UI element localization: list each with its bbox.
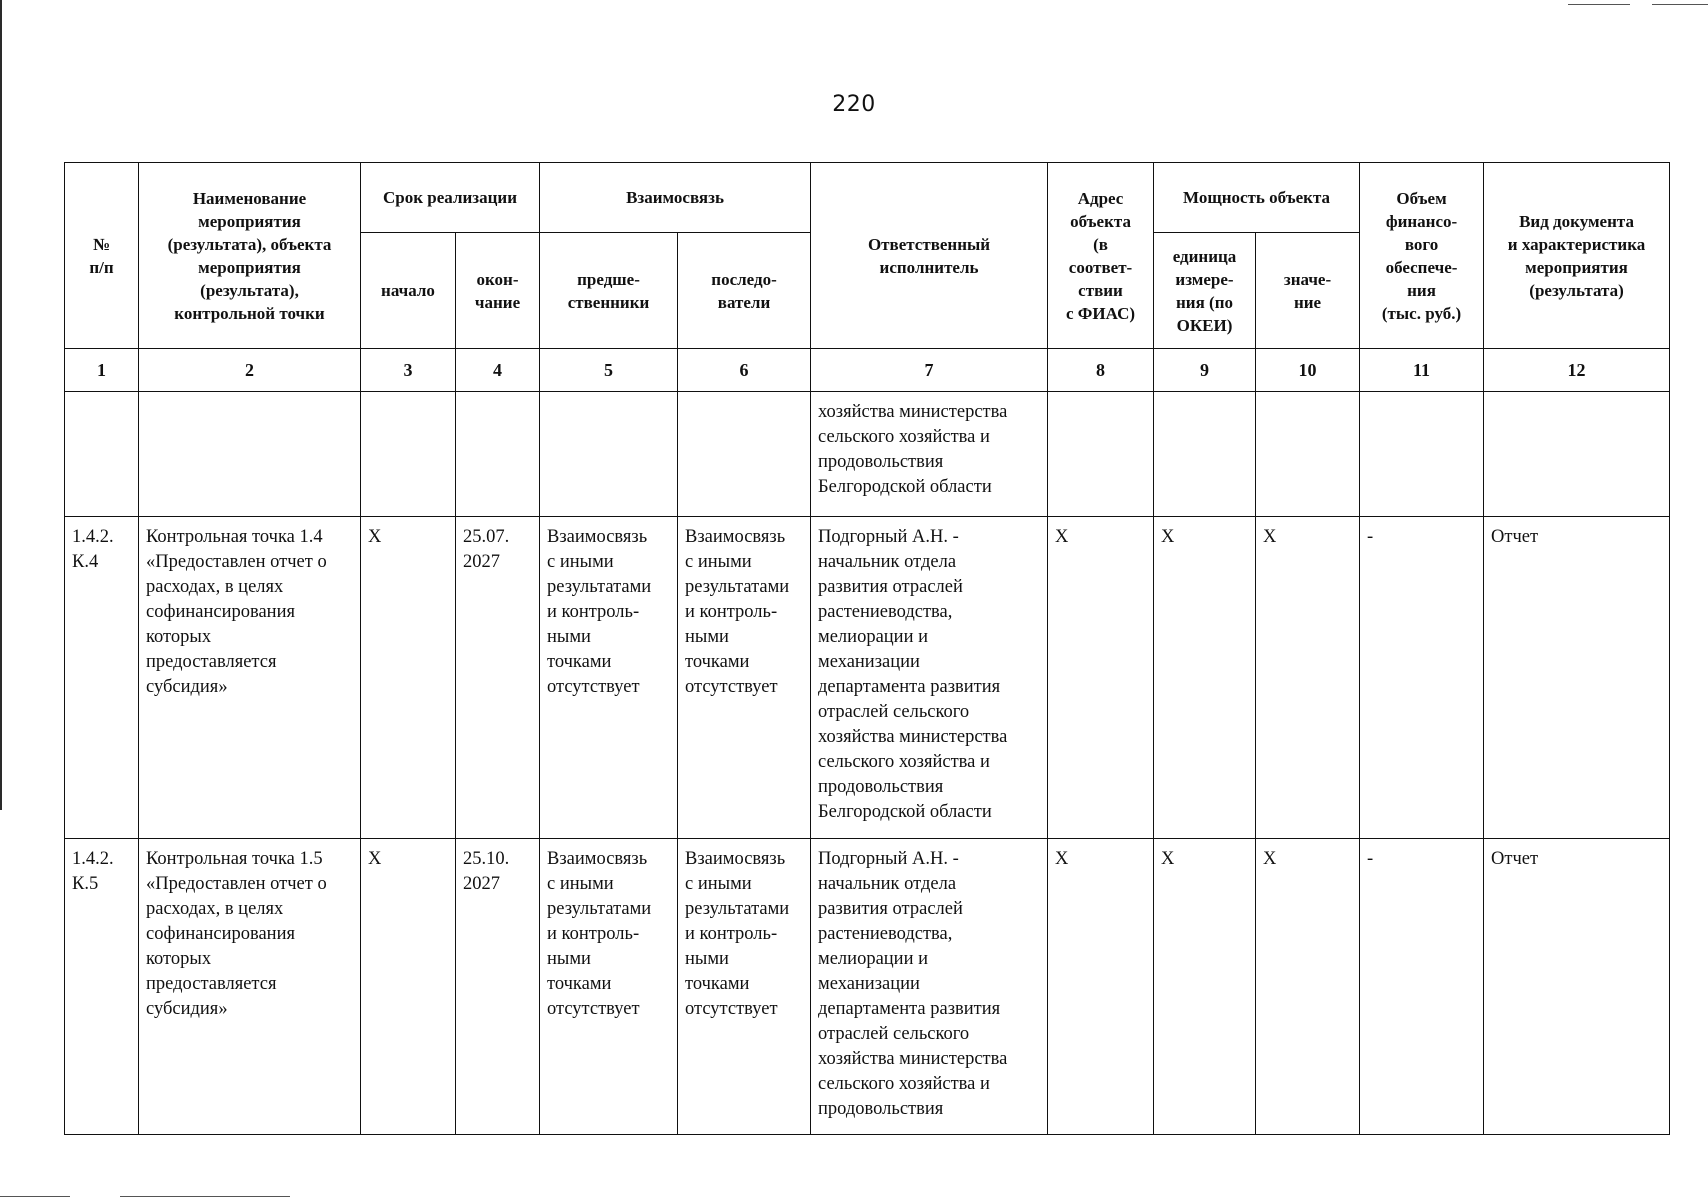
- column-number: 3: [361, 349, 456, 392]
- cell-text-line: сельского хозяйства и: [818, 1074, 990, 1094]
- cell-text-line: Наименование: [192, 188, 307, 208]
- cell-responsible: [811, 517, 1048, 839]
- table-row: [65, 517, 1670, 839]
- header-document: [1484, 163, 1670, 349]
- cell-text-line: Объем: [1396, 188, 1447, 208]
- header-capacity: Мощность объекта: [1154, 163, 1360, 233]
- cell-text-line: ными: [685, 949, 729, 969]
- cell-text-line: Контрольная точка 1.4: [146, 527, 323, 547]
- cell-responsible: [811, 392, 1048, 517]
- cell-start: [361, 517, 456, 839]
- cell-text-line: ватели: [717, 292, 771, 312]
- header-predecessors: [540, 233, 678, 349]
- column-number-row: [65, 349, 1670, 392]
- cell-text-line: отсутствует: [685, 999, 778, 1019]
- cell-value: [1256, 839, 1360, 1135]
- header-row-top: [65, 163, 1670, 233]
- cell-text-line: соответ-: [1068, 257, 1133, 277]
- cell-text-line: Белгородской области: [818, 477, 992, 497]
- cell-responsible: [811, 839, 1048, 1135]
- cell-text-line: «Предоставлен отчет о: [146, 874, 327, 894]
- cell-text-line: мероприятия: [198, 211, 301, 231]
- scan-mark-top-right: [1568, 4, 1630, 5]
- cell-text-line: расходах, в целях: [146, 577, 284, 597]
- cell-text-line: механизации: [818, 974, 920, 994]
- cell-text-line: 2027: [463, 874, 500, 894]
- table-row: [65, 839, 1670, 1135]
- cell-text-line: X: [368, 849, 382, 869]
- cell-text-line: хозяйства министерства: [818, 1049, 1008, 1069]
- cell-text-line: финансо-: [1385, 211, 1458, 231]
- cell-value: [1256, 392, 1360, 517]
- cell-num: [65, 839, 139, 1135]
- header-address: [1048, 163, 1154, 349]
- column-number: 11: [1360, 349, 1484, 392]
- cell-name: [139, 517, 361, 839]
- cell-text-line: X: [1161, 527, 1175, 547]
- cell-successors: [678, 517, 811, 839]
- header-responsible: [811, 163, 1048, 349]
- cell-text-line: Отчет: [1491, 849, 1539, 869]
- cell-text-line: X: [368, 527, 382, 547]
- cell-text-line: отсутствует: [547, 677, 640, 697]
- column-number: 5: [540, 349, 678, 392]
- cell-text-line: отсутствует: [685, 677, 778, 697]
- table-row: [65, 392, 1670, 517]
- cell-text-line: продовольствия: [818, 777, 944, 797]
- cell-text-line: и характеристика: [1507, 234, 1646, 254]
- cell-text-line: софинансирования: [146, 602, 295, 622]
- implementation-plan-table: [64, 162, 1670, 1135]
- cell-text-line: (результата): [1529, 280, 1624, 300]
- header-name: [139, 163, 361, 349]
- cell-text-line: и контроль-: [547, 602, 640, 622]
- cell-text-line: 1.4.2.: [72, 849, 114, 869]
- cell-text-line: результатами: [685, 899, 790, 919]
- cell-text-line: №: [92, 234, 111, 254]
- cell-text-line: 25.10.: [463, 849, 510, 869]
- cell-predecessors: [540, 517, 678, 839]
- cell-text-line: объекта: [1070, 211, 1131, 231]
- header-end: [456, 233, 540, 349]
- column-number: 4: [456, 349, 540, 392]
- cell-text-line: хозяйства министерства: [818, 727, 1008, 747]
- cell-text-line: ния: [1407, 280, 1436, 300]
- cell-document: [1484, 392, 1670, 517]
- cell-text-line: (тыс. руб.): [1381, 303, 1462, 323]
- cell-text-line: (в: [1093, 234, 1108, 254]
- cell-text-line: хозяйства министерства: [818, 402, 1008, 422]
- cell-text-line: ние: [1293, 292, 1322, 312]
- cell-finance: [1360, 517, 1484, 839]
- cell-text-line: точками: [547, 652, 612, 672]
- cell-text-line: окон-: [476, 269, 519, 289]
- cell-start: [361, 392, 456, 517]
- cell-name: [139, 392, 361, 517]
- cell-address: [1048, 392, 1154, 517]
- cell-text-line: контрольной точки: [174, 303, 325, 323]
- cell-text-line: единица: [1172, 246, 1237, 266]
- cell-text-line: которых: [146, 949, 212, 969]
- cell-text-line: предоставляется: [146, 652, 277, 672]
- cell-text-line: ными: [547, 949, 591, 969]
- cell-text-line: X: [1055, 849, 1069, 869]
- cell-name: [139, 839, 361, 1135]
- scan-edge-left: [0, 0, 2, 810]
- cell-end: [456, 392, 540, 517]
- cell-predecessors: [540, 392, 678, 517]
- cell-text-line: начальник отдела: [818, 552, 957, 572]
- cell-text-line: с иными: [547, 552, 614, 572]
- cell-text-line: результатами: [685, 577, 790, 597]
- cell-end: [456, 839, 540, 1135]
- header-finance: [1360, 163, 1484, 349]
- cell-text-line: сельского хозяйства и: [818, 427, 990, 447]
- cell-value: [1256, 517, 1360, 839]
- cell-text-line: Отчет: [1491, 527, 1539, 547]
- cell-text-line: последо-: [711, 269, 777, 289]
- cell-text-line: продовольствия: [818, 1099, 944, 1119]
- cell-text-line: и контроль-: [685, 602, 778, 622]
- cell-text-line: развития отраслей: [818, 899, 963, 919]
- column-number: 8: [1048, 349, 1154, 392]
- cell-text-line: ными: [547, 627, 591, 647]
- cell-text-line: механизации: [818, 652, 920, 672]
- cell-text-line: (результата),: [200, 280, 299, 300]
- cell-text-line: субсидия»: [146, 999, 228, 1019]
- column-number: 12: [1484, 349, 1670, 392]
- cell-document: [1484, 517, 1670, 839]
- cell-unit: [1154, 392, 1256, 517]
- header-start: начало: [361, 233, 456, 349]
- cell-text-line: X: [1263, 527, 1277, 547]
- cell-text-line: «Предоставлен отчет о: [146, 552, 327, 572]
- column-number: 7: [811, 349, 1048, 392]
- cell-num: [65, 517, 139, 839]
- table-header: [65, 163, 1670, 392]
- cell-text-line: Ответственный: [867, 234, 991, 254]
- cell-text-line: вого: [1404, 234, 1439, 254]
- cell-text-line: ОКЕИ): [1176, 315, 1233, 335]
- cell-text-line: ными: [685, 627, 729, 647]
- column-number: 1: [65, 349, 139, 392]
- cell-text-line: начальник отдела: [818, 874, 957, 894]
- cell-address: [1048, 839, 1154, 1135]
- cell-text-line: мероприятия: [1525, 257, 1628, 277]
- cell-text-line: Взаимосвязь: [547, 527, 648, 547]
- cell-finance: [1360, 839, 1484, 1135]
- cell-unit: [1154, 839, 1256, 1135]
- cell-address: [1048, 517, 1154, 839]
- cell-text-line: X: [1161, 849, 1175, 869]
- header-num: [65, 163, 139, 349]
- cell-text-line: с иными: [685, 874, 752, 894]
- column-number: 9: [1154, 349, 1256, 392]
- cell-text-line: Подгорный А.Н. -: [818, 849, 959, 869]
- cell-text-line: предше-: [577, 269, 640, 289]
- cell-predecessors: [540, 839, 678, 1135]
- cell-text-line: Взаимосвязь: [547, 849, 648, 869]
- cell-successors: [678, 392, 811, 517]
- cell-unit: [1154, 517, 1256, 839]
- header-period: Срок реализации: [361, 163, 540, 233]
- cell-text-line: растениеводства,: [818, 602, 953, 622]
- header-successors: [678, 233, 811, 349]
- cell-text-line: и контроль-: [685, 924, 778, 944]
- cell-text-line: с иными: [547, 874, 614, 894]
- cell-text-line: с ФИАС): [1066, 303, 1136, 323]
- cell-text-line: продовольствия: [818, 452, 944, 472]
- cell-text-line: департамента развития: [818, 677, 1001, 697]
- page-number: 220: [832, 92, 876, 117]
- cell-text-line: отраслей сельского: [818, 702, 970, 722]
- cell-text-line: предоставляется: [146, 974, 277, 994]
- cell-text-line: -: [1367, 849, 1374, 869]
- cell-text-line: и контроль-: [547, 924, 640, 944]
- cell-text-line: которых: [146, 627, 212, 647]
- cell-text-line: Контрольная точка 1.5: [146, 849, 323, 869]
- cell-text-line: исполнитель: [879, 257, 979, 277]
- cell-text-line: ния (по: [1176, 292, 1234, 312]
- cell-text-line: расходах, в целях: [146, 899, 284, 919]
- cell-text-line: мероприятия: [198, 257, 301, 277]
- cell-text-line: чание: [474, 292, 521, 312]
- cell-num: [65, 392, 139, 517]
- cell-text-line: отраслей сельского: [818, 1024, 970, 1044]
- cell-end: [456, 517, 540, 839]
- cell-text-line: точками: [685, 974, 750, 994]
- cell-text-line: п/п: [89, 257, 114, 277]
- cell-text-line: значе-: [1283, 269, 1332, 289]
- cell-text-line: точками: [685, 652, 750, 672]
- column-number: 10: [1256, 349, 1360, 392]
- cell-text-line: софинансирования: [146, 924, 295, 944]
- cell-text-line: ственники: [567, 292, 650, 312]
- cell-text-line: обеспече-: [1385, 257, 1458, 277]
- cell-text-line: мелиорации и: [818, 949, 929, 969]
- scan-mark-top-right-2: [1652, 4, 1708, 5]
- cell-text-line: 2027: [463, 552, 500, 572]
- cell-document: [1484, 839, 1670, 1135]
- cell-text-line: мелиорации и: [818, 627, 929, 647]
- scan-mark-bottom-left-2: [120, 1196, 290, 1197]
- cell-text-line: результатами: [547, 577, 652, 597]
- column-number: 2: [139, 349, 361, 392]
- cell-text-line: сельского хозяйства и: [818, 752, 990, 772]
- scan-mark-bottom-left: [0, 1196, 70, 1197]
- cell-start: [361, 839, 456, 1135]
- cell-text-line: отсутствует: [547, 999, 640, 1019]
- cell-text-line: ствии: [1078, 280, 1123, 300]
- cell-text-line: точками: [547, 974, 612, 994]
- cell-finance: [1360, 392, 1484, 517]
- cell-text-line: (результата), объекта: [167, 234, 332, 254]
- cell-text-line: субсидия»: [146, 677, 228, 697]
- header-unit: [1154, 233, 1256, 349]
- cell-text-line: с иными: [685, 552, 752, 572]
- cell-text-line: растениеводства,: [818, 924, 953, 944]
- cell-text-line: Белгородской области: [818, 802, 992, 822]
- cell-text-line: измере-: [1175, 269, 1234, 289]
- cell-text-line: департамента развития: [818, 999, 1001, 1019]
- cell-text-line: -: [1367, 527, 1374, 547]
- column-number: 6: [678, 349, 811, 392]
- table-body: [65, 392, 1670, 1135]
- cell-text-line: X: [1055, 527, 1069, 547]
- cell-text-line: Взаимосвязь: [685, 527, 786, 547]
- cell-text-line: результатами: [547, 899, 652, 919]
- header-value: [1256, 233, 1360, 349]
- cell-text-line: Взаимосвязь: [685, 849, 786, 869]
- cell-text-line: развития отраслей: [818, 577, 963, 597]
- cell-text-line: Вид документа: [1519, 211, 1634, 231]
- header-link: Взаимосвязь: [540, 163, 811, 233]
- cell-text-line: К.5: [72, 874, 99, 894]
- cell-successors: [678, 839, 811, 1135]
- cell-text-line: К.4: [72, 552, 99, 572]
- cell-text-line: Адрес: [1077, 188, 1124, 208]
- cell-text-line: Подгорный А.Н. -: [818, 527, 959, 547]
- cell-text-line: 1.4.2.: [72, 527, 114, 547]
- cell-text-line: X: [1263, 849, 1277, 869]
- cell-text-line: 25.07.: [463, 527, 510, 547]
